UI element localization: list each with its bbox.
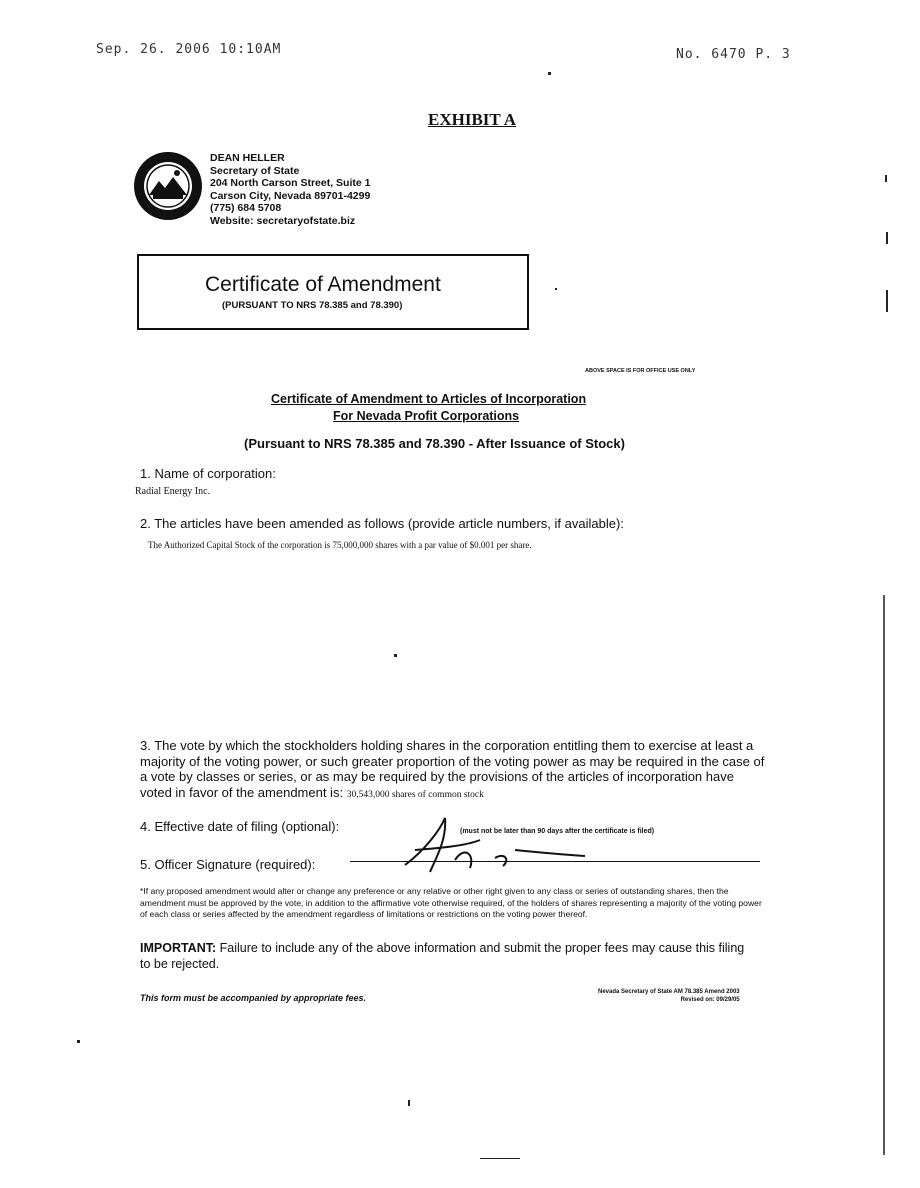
scan-speck — [886, 232, 888, 244]
scan-speck — [394, 654, 397, 657]
fax-timestamp: Sep. 26. 2006 10:10AM — [96, 42, 282, 57]
vote-statement-label: 3. The vote by which the stockholders holding shares in the corporation entitling them to exercise at least a majority of the voting power, or such greater proportion of the voting power as may be required in the case of a vote by classes or series, or as may be required by the provisions of the articles of incorporation have voted in favor of the amendment is: — [140, 738, 765, 800]
form-identifier-line-1: Nevada Secretary of State AM 78.385 Amend 2003 — [598, 989, 740, 995]
important-notice — [140, 940, 750, 972]
effective-date-label: 4. Effective date of filing (optional): — [140, 819, 340, 834]
form-title-line-2: For Nevada Profit Corporations — [333, 409, 520, 423]
amendment-footnote: *If any proposed amendment would alter or change any preference or any relative or other right given to any class or series of outstanding shares, then the amendment must be approved by the vote, in addition to the affirmative vote otherwise required, of the holders of shares representing a majority of the voting power of each class or series affected by the amendment regardless of limitations or restrictions on the voting power thereof. — [140, 886, 762, 919]
vote-count-value: 30,543,000 shares of common stock — [346, 789, 484, 800]
handwritten-signature — [385, 810, 605, 880]
secretary-title: Secretary of State — [210, 164, 300, 177]
important-text: Failure to include any of the above information and submit the proper fees may cause this filing to be rejected. — [140, 941, 745, 971]
exhibit-label: EXHIBIT A — [428, 110, 517, 129]
scan-speck — [548, 72, 551, 75]
secretary-of-state-address — [210, 152, 370, 227]
scan-speck — [77, 1040, 80, 1043]
form-identifier-line-2: Revised on: 09/29/05 — [680, 997, 740, 1003]
secretary-website: Website: secretaryofstate.biz — [210, 214, 356, 227]
certificate-subtitle: (PURSUANT TO NRS 78.385 and 78.390) — [222, 300, 403, 311]
corporation-name-value: Radial Energy Inc. — [135, 486, 211, 497]
fee-note: This form must be accompanied by appropriate fees. — [140, 993, 367, 1003]
scan-edge — [883, 595, 885, 1155]
scan-speck — [408, 1100, 410, 1106]
nevada-state-seal-icon — [133, 151, 203, 221]
scan-speck — [480, 1158, 520, 1159]
effective-date-note: (must not be later than 90 days after the certificate is filed) — [460, 828, 655, 835]
scan-speck — [555, 288, 557, 290]
secretary-name: DEAN HELLER — [210, 152, 285, 164]
scan-speck — [886, 290, 888, 312]
secretary-street: 204 North Carson Street, Suite 1 — [210, 177, 371, 189]
amendment-value: The Authorized Capital Stock of the corporation is 75,000,000 shares with a par value of $0.001 per share. — [148, 540, 532, 550]
certificate-title: Certificate of Amendment — [205, 273, 441, 296]
form-title-line-3: (Pursuant to NRS 78.385 and 78.390 - After Issuance of Stock) — [244, 436, 625, 451]
secretary-phone: (775) 684 5708 — [210, 202, 282, 214]
officer-signature-label: 5. Officer Signature (required): — [140, 857, 316, 872]
vote-statement — [140, 738, 765, 803]
office-use-note: ABOVE SPACE IS FOR OFFICE USE ONLY — [585, 368, 696, 374]
amendment-label: 2. The articles have been amended as follows (provide article numbers, if available): — [140, 516, 624, 531]
scan-speck — [885, 175, 887, 182]
secretary-city: Carson City, Nevada 89701-4299 — [210, 189, 371, 202]
important-label: IMPORTANT: — [140, 941, 217, 955]
corporation-name-label: 1. Name of corporation: — [140, 466, 276, 481]
form-title-line-1: Certificate of Amendment to Articles of Incorporation — [271, 392, 587, 406]
fax-page-reference: No. 6470 P. 3 — [676, 47, 791, 62]
form-identifier — [598, 988, 740, 1004]
